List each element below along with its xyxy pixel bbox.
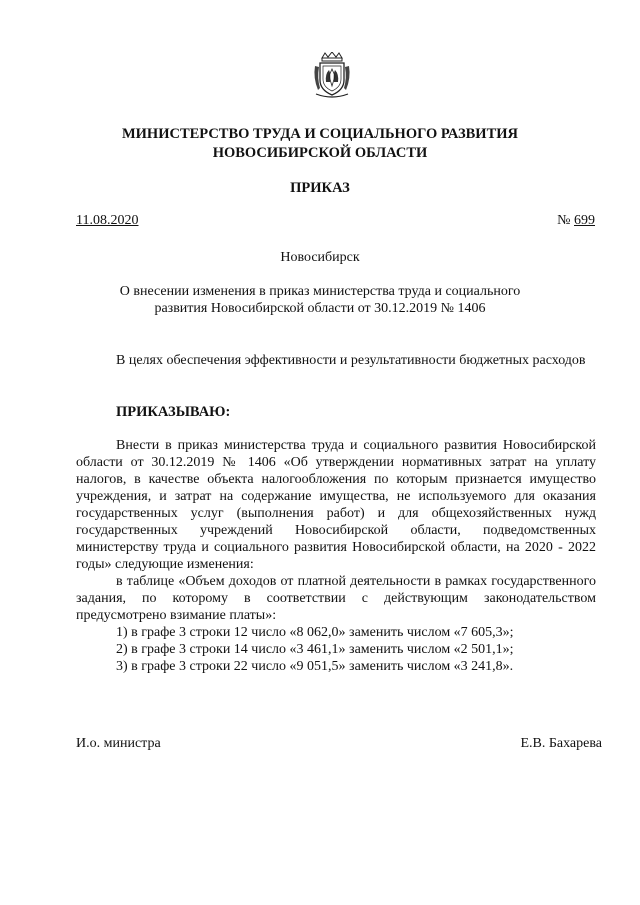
org-line-2: НОВОСИБИРСКОЙ ОБЛАСТИ — [212, 145, 428, 161]
subject-line-1: О внесении изменения в приказ министерства труда и социального — [119, 284, 521, 299]
document-number — [557, 213, 595, 229]
main-body — [76, 437, 596, 675]
document-date: 11.08.2020 — [76, 213, 139, 228]
document-subject — [110, 283, 530, 317]
list-item: 2) в графе 3 строки 14 число «3 461,1» заменить числом «2 501,1»; — [116, 642, 514, 657]
number-prefix: № — [557, 213, 574, 228]
subject-line-2: развития Новосибирской области от 30.12.2019 № 1406 — [154, 301, 486, 316]
list-item: 3) в графе 3 строки 22 число «9 051,5» заменить числом «3 241,8». — [116, 659, 514, 674]
signatory-name: Е.В. Бахарева — [520, 736, 602, 751]
list-item: 1) в графе 3 строки 12 число «8 062,0» заменить числом «7 605,3»; — [116, 625, 514, 640]
main-paragraph: Внести в приказ министерства труда и социального развития Новосибирской области от 30.12.2019 № 1406 «Об утверждении нормативных затрат на уплату налогов, в качестве объекта налогообложения по которым признается имущество учреждения, и затрат на содержание имущества, не используемого для оказания государственных услуг (выполнения работ) и для общехозяйственных нужд государственных учреждений Новосибирской области, подведомственных министерству труда и социального развития Новосибирской области, на 2020 - 2022 годы» следующие изменения: — [76, 438, 596, 572]
order-word: ПРИКАЗЫВАЮ: — [116, 404, 231, 420]
coat-of-arms-icon — [312, 52, 352, 100]
signatory-title: И.о. министра — [76, 736, 161, 751]
org-line-1: МИНИСТЕРСТВО ТРУДА И СОЦИАЛЬНОГО РАЗВИТИЯ — [121, 126, 519, 142]
purpose-paragraph — [76, 352, 596, 369]
city: Новосибирск — [280, 250, 360, 265]
table-intro-paragraph: в таблице «Объем доходов от платной деятельности в рамках государственного задания, по которому в соответствии с действующим законодательством предусмотрено взимание платы»: — [76, 574, 596, 623]
document-type: ПРИКАЗ — [290, 180, 350, 196]
purpose-text: В целях обеспечения эффективности и результативности бюджетных расходов — [116, 353, 586, 368]
number-value: 699 — [574, 213, 595, 228]
issuing-organization — [60, 125, 580, 163]
